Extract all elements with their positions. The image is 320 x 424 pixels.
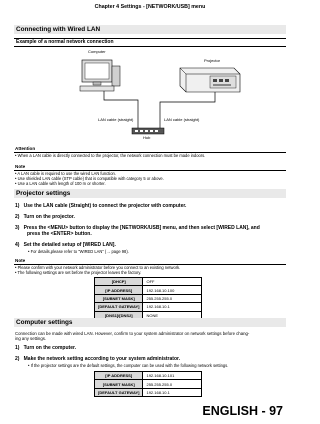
note-item: • Please confirm with your network administrator before you connect to an existing network. — [15, 265, 181, 270]
step-4: 4) Set the detailed setup of [WIRED LAN]. — [15, 242, 116, 248]
table-value: 192.168.10.101 — [143, 372, 202, 380]
attention-item: • When a LAN cable is directly connected to the projector, the network connection must be made indoors. — [15, 153, 206, 158]
note-title: Note — [15, 164, 26, 169]
table-key: [DNS1]/[DNS2] — [95, 311, 143, 319]
chapter-header: Chapter 4 Settings - [NETWORK/USB] menu — [94, 4, 206, 10]
lan-cable-right — [160, 92, 215, 128]
table-value: 255.255.255.0 — [143, 294, 202, 302]
factory-settings-table — [94, 277, 202, 320]
step-1: 1) Turn on the computer. — [15, 345, 77, 351]
hub-illustration — [132, 128, 164, 134]
step-2: 2) Turn on the projector. — [15, 214, 75, 220]
computer-illustration — [80, 60, 120, 91]
note-item: • The following settings are set before the projector leaves the factory. — [15, 270, 142, 275]
table-key: [IP ADDRESS] — [95, 372, 143, 380]
projector-illustration — [180, 68, 240, 92]
note-title: Note — [15, 258, 26, 263]
table-key: [DEFAULT GATEWAY] — [95, 388, 143, 396]
page-number: ENGLISH - 97 — [202, 404, 283, 418]
projector-label: Projector — [204, 58, 221, 63]
computer-label: Computer — [88, 49, 106, 54]
table-value: 192.168.10.1 — [143, 303, 202, 311]
table-key: [DEFAULT GATEWAY] — [95, 303, 143, 311]
table-key: [SUBNET MASK] — [95, 294, 143, 302]
note-item: • Use a LAN cable with length of 100 m or shorter. — [15, 181, 106, 186]
step-3-continued: press the <ENTER> button. — [27, 231, 92, 237]
table-row — [95, 286, 202, 294]
step-2-detail: • If the projector settings are the default settings, the computer can be used with the following network settings. — [28, 363, 229, 368]
table-value: 255.255.255.0 — [143, 380, 202, 388]
section-title-projector-settings: Projector settings — [16, 190, 71, 197]
table-key: [SUBNET MASK] — [95, 380, 143, 388]
example-title: Example of a normal network connection — [16, 39, 114, 45]
step-2: 2) Make the network setting according to your system administrator. — [15, 356, 181, 362]
table-value: 192.168.10.100 — [143, 286, 202, 294]
attention-title: Attention — [15, 146, 36, 151]
lan-cable-left — [104, 91, 138, 128]
table-row — [95, 278, 202, 286]
table-key: [IP ADDRESS] — [95, 286, 143, 294]
table-row — [95, 388, 202, 396]
step-1: 1) Use the LAN cable (Straight) to connect the projector with computer. — [15, 203, 187, 209]
note-item: • A LAN cable is required to use the wired LAN function. — [15, 171, 116, 176]
computer-settings-intro: Connection can be made with wired LAN. However, confirm to your system administrator on network settings before chang- — [15, 331, 250, 336]
table-value: 192.168.10.1 — [143, 388, 202, 396]
hub-label: Hub — [143, 135, 151, 140]
table-row — [95, 380, 202, 388]
section-title-computer-settings: Computer settings — [16, 319, 73, 326]
table-row — [95, 372, 202, 380]
computer-network-table — [94, 371, 202, 397]
table-value: NONE — [143, 311, 202, 319]
step-4-detail: • For details,please refer to "WIRED LAN" (→ page 98). — [28, 249, 129, 254]
table-row — [95, 303, 202, 311]
step-3: 3) Press the <MENU> button to display the [NETWORK/USB] menu, and then select [WIRED LAN], and — [15, 225, 260, 231]
cable-right-label: LAN cable (straight) — [164, 117, 200, 122]
table-key: [DHCP] — [95, 278, 143, 286]
table-row — [95, 294, 202, 302]
table-value: OFF — [143, 278, 202, 286]
section-title-wired-lan: Connecting with Wired LAN — [16, 26, 101, 33]
computer-settings-intro-continued: ing any settings. — [15, 336, 47, 341]
cable-left-label: LAN cable (straight) — [98, 117, 134, 122]
note-item: • Use shielded LAN cable (STP cable) that is compatible with category 5 or above. — [15, 176, 164, 181]
